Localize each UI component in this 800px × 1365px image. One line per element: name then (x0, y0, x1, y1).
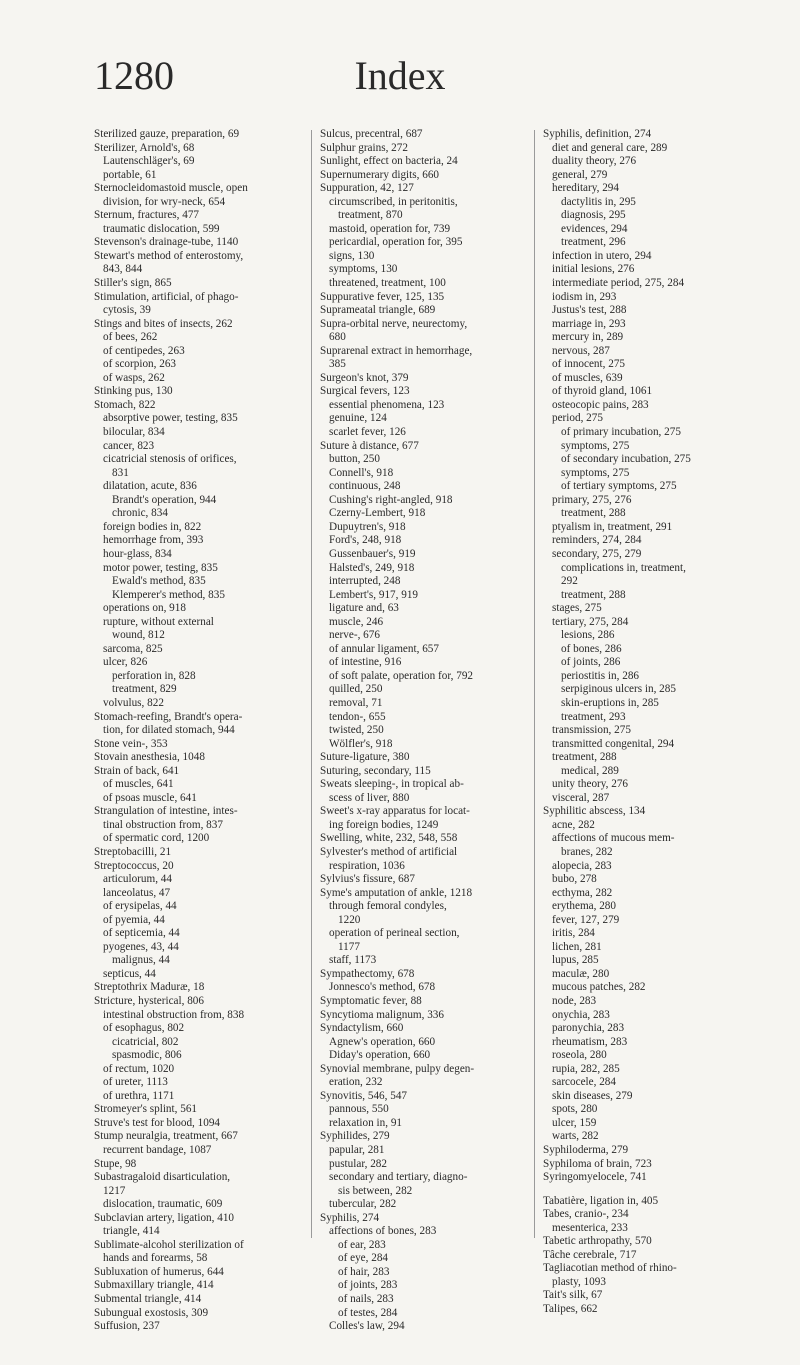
index-subentry: sis between, 282 (338, 1184, 413, 1197)
index-entry: Sylvester's method of artificial (320, 845, 458, 858)
index-subentry: Colles's law, 294 (329, 1320, 405, 1333)
index-subentry: mastoid, operation for, 739 (329, 222, 451, 235)
index-subentry: malignus, 44 (112, 954, 170, 967)
index-subentry: warts, 282 (552, 1130, 599, 1143)
index-entry: Sunlight, effect on bacteria, 24 (320, 155, 458, 168)
index-subentry: treatment, 870 (338, 209, 403, 222)
index-entry: Talipes, 662 (543, 1303, 598, 1316)
index-column-1 (94, 128, 299, 1334)
index-subentry: of primary incubation, 275 (561, 426, 681, 439)
index-subentry: of urethra, 1171 (103, 1089, 175, 1102)
index-entry: Swelling, white, 232, 548, 558 (320, 832, 458, 845)
index-subentry: of thyroid gland, 1061 (552, 385, 653, 398)
index-subentry: fever, 127, 279 (552, 913, 620, 926)
index-subentry: ulcer, 159 (552, 1116, 597, 1129)
index-subentry: branes, 282 (561, 845, 613, 858)
index-entry: Tabes, cranio-, 234 (543, 1208, 629, 1221)
index-subentry: scess of liver, 880 (329, 791, 410, 804)
index-subentry: cytosis, 39 (103, 304, 151, 317)
index-entry: Sulphur grains, 272 (320, 141, 408, 154)
index-subentry: stages, 275 (552, 602, 602, 615)
index-entry: Strain of back, 641 (94, 764, 180, 777)
index-subentry: mesenterica, 233 (552, 1221, 628, 1234)
index-subentry: general, 279 (552, 168, 608, 181)
index-entry: Stomach, 822 (94, 398, 156, 411)
index-entry: Stump neuralgia, treatment, 667 (94, 1130, 238, 1143)
index-subentry: maculæ, 280 (552, 967, 610, 980)
index-subentry: quilled, 250 (329, 683, 383, 696)
index-subentry: Lembert's, 917, 919 (329, 588, 419, 601)
index-entry: Tabetic arthropathy, 570 (543, 1235, 652, 1248)
index-subentry: tinal obstruction from, 837 (103, 818, 223, 831)
index-subentry: Jonnesco's method, 678 (329, 981, 436, 994)
index-entry: Syphiloderma, 279 (543, 1144, 629, 1157)
index-subentry: perforation in, 828 (112, 669, 196, 682)
index-entry: Suprarenal extract in hemorrhage, (320, 344, 473, 357)
index-subentry: threatened, treatment, 100 (329, 277, 446, 290)
index-entry: Sterilized gauze, preparation, 69 (94, 128, 240, 140)
index-subentry: portable, 61 (103, 168, 157, 181)
index-entry: Surgeon's knot, 379 (320, 371, 409, 384)
index-subentry: signs, 130 (329, 249, 375, 262)
index-subentry: volvulus, 822 (103, 696, 164, 709)
index-subentry: of muscles, 641 (103, 778, 174, 791)
index-subentry: muscle, 246 (329, 615, 384, 628)
index-entry: Synovitis, 546, 547 (320, 1089, 408, 1102)
index-subentry: treatment, 829 (112, 683, 177, 696)
index-entry: Stiller's sign, 865 (94, 277, 172, 290)
index-subentry: mucous patches, 282 (552, 981, 646, 994)
index-subentry: circumscribed, in peritonitis, (329, 195, 458, 208)
index-subentry: 1217 (103, 1184, 126, 1197)
index-entry: Tabatière, ligation in, 405 (543, 1194, 659, 1207)
index-entry: Subungual exostosis, 309 (94, 1306, 209, 1319)
index-subentry: intermediate period, 275, 284 (552, 277, 685, 290)
index-subentry: 292 (561, 575, 578, 588)
index-subentry: Czerny-Lembert, 918 (329, 507, 426, 520)
index-entry: Supra-orbital nerve, neurectomy, (320, 317, 468, 330)
index-subentry: of secondary incubation, 275 (561, 453, 691, 466)
index-entry: Surgical fevers, 123 (320, 385, 410, 398)
index-entry: Sterilizer, Arnold's, 68 (94, 141, 195, 154)
index-entry: Stevenson's drainage-tube, 1140 (94, 236, 239, 249)
index-entry: Syphilis, 274 (320, 1211, 380, 1224)
index-subentry: primary, 275, 276 (552, 493, 632, 506)
index-subentry: traumatic dislocation, 599 (103, 222, 220, 235)
index-subentry: ulcer, 826 (103, 656, 148, 669)
index-subentry: cancer, 823 (103, 439, 155, 452)
index-subentry: septicus, 44 (103, 967, 156, 980)
index-entry: Sweet's x-ray apparatus for locat- (320, 805, 470, 818)
index-subentry: rheumatism, 283 (552, 1035, 628, 1048)
index-subentry: of erysipelas, 44 (103, 900, 177, 913)
index-subentry: Lautenschläger's, 69 (103, 155, 195, 168)
page-number: 1280 (94, 53, 174, 98)
index-subentry: serpiginous ulcers in, 285 (561, 683, 676, 696)
index-subentry: of centipedes, 263 (103, 344, 185, 357)
index-subentry: 1177 (338, 940, 360, 953)
index-subentry: Connell's, 918 (329, 466, 394, 479)
index-subentry: of rectum, 1020 (103, 1062, 175, 1075)
index-subentry: symptoms, 275 (561, 439, 630, 452)
index-subentry: eration, 232 (329, 1076, 383, 1089)
index-subentry: 1220 (338, 913, 361, 926)
index-subentry: of eye, 284 (338, 1252, 389, 1265)
index-subentry: tertiary, 275, 284 (552, 615, 629, 628)
index-subentry: rupia, 282, 285 (552, 1062, 620, 1075)
index-subentry: dilatation, acute, 836 (103, 480, 197, 493)
index-entry: Syphilides, 279 (320, 1130, 390, 1143)
index-subentry: through femoral condyles, (329, 900, 447, 913)
index-subentry: diet and general care, 289 (552, 141, 668, 154)
index-subentry: operations on, 918 (103, 602, 186, 615)
index-entry: Syndactylism, 660 (320, 1022, 404, 1035)
index-subentry: skin diseases, 279 (552, 1089, 633, 1102)
index-subentry: paronychia, 283 (552, 1022, 625, 1035)
index-subentry: of joints, 283 (338, 1279, 398, 1292)
index-subentry: intestinal obstruction from, 838 (103, 1008, 245, 1021)
index-subentry: spots, 280 (552, 1103, 598, 1116)
index-entry: Sylvius's fissure, 687 (320, 873, 415, 886)
index-subentry: of bones, 286 (561, 642, 622, 655)
index-entry: Suppurative fever, 125, 135 (320, 290, 445, 303)
index-subentry: removal, 71 (329, 696, 383, 709)
index-subentry: of intestine, 916 (329, 656, 402, 669)
index-subentry: Diday's operation, 660 (329, 1049, 431, 1062)
index-entry: Sweats sleeping-, in tropical ab- (320, 778, 464, 791)
index-entry: Stupe, 98 (94, 1157, 137, 1170)
index-subentry: pericardial, operation for, 395 (329, 236, 463, 249)
index-entry: Suturing, secondary, 115 (320, 764, 431, 777)
index-subentry: Wölfler's, 918 (329, 737, 393, 750)
index-subentry: secondary and tertiary, diagno- (329, 1171, 468, 1184)
index-subentry: relaxation in, 91 (329, 1116, 403, 1129)
index-subentry: alopecia, 283 (552, 859, 612, 872)
index-subentry: 680 (329, 331, 346, 344)
index-subentry: staff, 1173 (329, 954, 377, 967)
index-entry: Tait's silk, 67 (543, 1289, 603, 1302)
index-subentry: Halsted's, 249, 918 (329, 561, 415, 574)
index-subentry: onychia, 283 (552, 1008, 610, 1021)
index-subentry: interrupted, 248 (329, 575, 401, 588)
index-subentry: continuous, 248 (329, 480, 401, 493)
index-entry (543, 1185, 748, 1195)
index-subentry: of scorpion, 263 (103, 358, 177, 371)
index-subentry: respiration, 1036 (329, 859, 405, 872)
index-entry: Suture à distance, 677 (320, 439, 419, 452)
column-rule (534, 130, 535, 1238)
index-subentry: ligature and, 63 (329, 602, 399, 615)
index-entry: Sternocleidomastoid muscle, open (94, 182, 248, 195)
index-subentry: nervous, 287 (552, 344, 610, 357)
index-subentry: periostitis in, 286 (561, 669, 640, 682)
index-subentry: hereditary, 294 (552, 182, 619, 195)
index-subentry: pyogenes, 43, 44 (103, 940, 179, 953)
index-entry: Suprameatal triangle, 689 (320, 304, 436, 317)
index-subentry: lupus, 285 (552, 954, 599, 967)
index-subentry: secondary, 275, 279 (552, 547, 642, 560)
index-subentry: of esophagus, 802 (103, 1022, 185, 1035)
index-subentry: Brandt's operation, 944 (112, 493, 217, 506)
index-entry: Subastragaloid disarticulation, (94, 1171, 231, 1184)
index-subentry: of pyemia, 44 (103, 913, 165, 926)
index-subentry: affections of bones, 283 (329, 1225, 437, 1238)
index-entry: Submaxillary triangle, 414 (94, 1279, 214, 1292)
index-subentry: 385 (329, 358, 346, 371)
index-subentry: bubo, 278 (552, 873, 597, 886)
index-subentry: pustular, 282 (329, 1157, 387, 1170)
index-subentry: erythema, 280 (552, 900, 616, 913)
index-subentry: node, 283 (552, 995, 597, 1007)
index-subentry: treatment, 296 (561, 236, 626, 249)
index-subentry: of tertiary symptoms, 275 (561, 480, 677, 493)
index-subentry: 843, 844 (103, 263, 143, 276)
index-subentry: hands and forearms, 58 (103, 1252, 208, 1265)
index-subentry: symptoms, 130 (329, 263, 398, 276)
index-subentry: of septicemia, 44 (103, 927, 180, 940)
index-column-3 (543, 128, 748, 1317)
index-subentry: articulorum, 44 (103, 873, 172, 886)
index-entry: Streptothrix Maduræ, 18 (94, 981, 205, 994)
index-subentry: Dupuytren's, 918 (329, 520, 406, 533)
index-subentry: chronic, 834 (112, 507, 168, 520)
index-entry: Suppuration, 42, 127 (320, 182, 414, 195)
index-subentry: spasmodic, 806 (112, 1049, 182, 1062)
index-subentry: marriage in, 293 (552, 317, 626, 330)
index-subentry: roseola, 280 (552, 1049, 607, 1062)
index-subentry: of joints, 286 (561, 656, 621, 669)
index-entry: Syphilitic abscess, 134 (543, 805, 646, 818)
index-subentry: wound, 812 (112, 629, 165, 642)
index-subentry: scarlet fever, 126 (329, 426, 406, 439)
index-subentry: hemorrhage from, 393 (103, 534, 204, 547)
index-subentry: foreign bodies in, 822 (103, 520, 202, 533)
index-subentry: of innocent, 275 (552, 358, 626, 371)
index-subentry: of annular ligament, 657 (329, 642, 439, 655)
index-subentry: of ureter, 1113 (103, 1076, 168, 1089)
index-entry: Stinking pus, 130 (94, 385, 173, 398)
index-subentry: Cushing's right-angled, 918 (329, 493, 453, 506)
index-subentry: ptyalism in, treatment, 291 (552, 520, 673, 533)
index-subentry: of soft palate, operation for, 792 (329, 669, 474, 682)
index-subentry: treatment, 288 (552, 751, 617, 764)
index-subentry: triangle, 414 (103, 1225, 160, 1238)
index-entry: Stewart's method of enterostomy, (94, 249, 244, 262)
index-subentry: unity theory, 276 (552, 778, 629, 791)
index-subentry: Ford's, 248, 918 (329, 534, 402, 547)
index-entry: Suture-ligature, 380 (320, 751, 410, 764)
index-subentry: nerve-, 676 (329, 629, 380, 642)
index-subentry: Ewald's method, 835 (112, 575, 206, 588)
index-subentry: mercury in, 289 (552, 331, 624, 344)
index-subentry: cicatricial, 802 (112, 1035, 179, 1048)
index-subentry: bilocular, 834 (103, 426, 165, 439)
index-subentry: motor power, testing, 835 (103, 561, 218, 574)
index-subentry: pannous, 550 (329, 1103, 389, 1116)
index-entry: Syncytioma malignum, 336 (320, 1008, 444, 1021)
index-entry: Supernumerary digits, 660 (320, 168, 440, 181)
index-entry: Sternum, fractures, 477 (94, 209, 200, 222)
index-subentry: acne, 282 (552, 818, 595, 831)
index-subentry: of psoas muscle, 641 (103, 791, 197, 804)
index-subentry: of ear, 283 (338, 1238, 386, 1251)
index-subentry: lanceolatus, 47 (103, 886, 171, 899)
index-subentry: visceral, 287 (552, 791, 610, 804)
index-columns (94, 128, 744, 1358)
index-entry: Stricture, hysterical, 806 (94, 995, 204, 1007)
column-rule (311, 130, 312, 1238)
index-entry: Tâche cerebrale, 717 (543, 1248, 637, 1261)
index-subentry: Agnew's operation, 660 (329, 1035, 436, 1048)
index-entry: Sulcus, precentral, 687 (320, 128, 423, 140)
index-subentry: of hair, 283 (338, 1265, 390, 1278)
index-entry: Syringomyelocele, 741 (543, 1171, 647, 1184)
index-subentry: tubercular, 282 (329, 1198, 397, 1211)
index-entry: Strangulation of intestine, intes- (94, 805, 238, 818)
index-subentry: complications in, treatment, (561, 561, 686, 574)
index-subentry: initial lesions, 276 (552, 263, 635, 276)
index-subentry: twisted, 250 (329, 724, 384, 737)
index-subentry: duality theory, 276 (552, 155, 637, 168)
index-subentry: papular, 281 (329, 1144, 385, 1157)
index-subentry: sarcoma, 825 (103, 642, 163, 655)
index-entry: Struve's test for blood, 1094 (94, 1116, 221, 1129)
index-subentry: evidences, 294 (561, 222, 628, 235)
index-subentry: symptoms, 275 (561, 466, 630, 479)
index-subentry: dislocation, traumatic, 609 (103, 1198, 223, 1211)
index-subentry: transmission, 275 (552, 724, 631, 737)
index-entry: Syphiloma of brain, 723 (543, 1157, 652, 1170)
index-entry: Syphilis, definition, 274 (543, 128, 652, 140)
index-subentry: Gussenbauer's, 919 (329, 547, 416, 560)
index-subentry: reminders, 274, 284 (552, 534, 642, 547)
index-subentry: rupture, without external (103, 615, 214, 628)
index-subentry: absorptive power, testing, 835 (103, 412, 238, 425)
index-subentry: affections of mucous mem- (552, 832, 675, 845)
index-entry: Tagliacotian method of rhino- (543, 1262, 677, 1275)
index-entry: Stomach-reefing, Brandt's opera- (94, 710, 243, 723)
index-subentry: tendon-, 655 (329, 710, 386, 723)
index-subentry: recurrent bandage, 1087 (103, 1144, 212, 1157)
index-subentry: essential phenomena, 123 (329, 398, 445, 411)
index-subentry: Justus's test, 288 (552, 304, 627, 317)
index-entry: Symptomatic fever, 88 (320, 995, 422, 1007)
index-entry: Syme's amputation of ankle, 1218 (320, 886, 473, 899)
index-entry: Sympathectomy, 678 (320, 967, 415, 980)
index-subentry: diagnosis, 295 (561, 209, 626, 222)
index-entry: Stings and bites of insects, 262 (94, 317, 233, 330)
index-entry: Sublimate-alcohol sterilization of (94, 1238, 244, 1251)
index-subentry: tion, for dilated stomach, 944 (103, 724, 235, 737)
index-subentry: ing foreign bodies, 1249 (329, 818, 439, 831)
index-subentry: of wasps, 262 (103, 371, 165, 384)
index-subentry: of bees, 262 (103, 331, 158, 344)
index-subentry: ecthyma, 282 (552, 886, 613, 899)
index-subentry: genuine, 124 (329, 412, 387, 425)
index-subentry: iodism in, 293 (552, 290, 617, 303)
index-entry: Subluxation of humerus, 644 (94, 1265, 224, 1278)
index-subentry: treatment, 288 (561, 507, 626, 520)
index-subentry: treatment, 293 (561, 710, 626, 723)
index-subentry: iritis, 284 (552, 927, 595, 940)
index-subentry: period, 275 (552, 412, 603, 425)
index-subentry: lichen, 281 (552, 940, 602, 953)
index-subentry: transmitted congenital, 294 (552, 737, 675, 750)
index-subentry: of muscles, 639 (552, 371, 623, 384)
index-subentry: of spermatic cord, 1200 (103, 832, 210, 845)
index-subentry: treatment, 288 (561, 588, 626, 601)
index-entry: Submental triangle, 414 (94, 1293, 202, 1306)
index-subentry: dactylitis in, 295 (561, 195, 636, 208)
index-subentry: sarcocele, 284 (552, 1076, 616, 1089)
index-subentry: cicatricial stenosis of orifices, (103, 453, 237, 466)
index-subentry: medical, 289 (561, 764, 619, 777)
index-subentry: skin-eruptions in, 285 (561, 696, 659, 709)
index-subentry: osteocopic pains, 283 (552, 398, 649, 411)
index-subentry: lesions, 286 (561, 629, 615, 642)
index-entry: Streptococcus, 20 (94, 859, 174, 872)
index-entry: Stimulation, artificial, of phago- (94, 290, 239, 303)
index-subentry: infection in utero, 294 (552, 249, 652, 262)
index-entry: Stromeyer's splint, 561 (94, 1103, 198, 1116)
index-subentry: division, for wry-neck, 654 (103, 195, 226, 208)
index-entry: Streptobacilli, 21 (94, 845, 172, 858)
index-entry: Suffusion, 237 (94, 1320, 160, 1333)
index-subentry: 831 (112, 466, 129, 479)
index-subentry: of nails, 283 (338, 1293, 394, 1306)
index-subentry: button, 250 (329, 453, 380, 466)
index-entry: Stovain anesthesia, 1048 (94, 751, 205, 764)
running-head-title: Index (354, 53, 446, 98)
index-entry: Stone vein-, 353 (94, 737, 168, 750)
index-column-2 (320, 128, 525, 1334)
index-subentry: plasty, 1093 (552, 1275, 606, 1288)
index-subentry: operation of perineal section, (329, 927, 460, 940)
index-subentry: hour-glass, 834 (103, 547, 172, 560)
index-subentry: of testes, 284 (338, 1306, 398, 1319)
page-header (0, 52, 800, 122)
index-subentry: Klemperer's method, 835 (112, 588, 225, 601)
index-entry: Subclavian artery, ligation, 410 (94, 1211, 235, 1224)
index-entry: Synovial membrane, pulpy degen- (320, 1062, 475, 1075)
